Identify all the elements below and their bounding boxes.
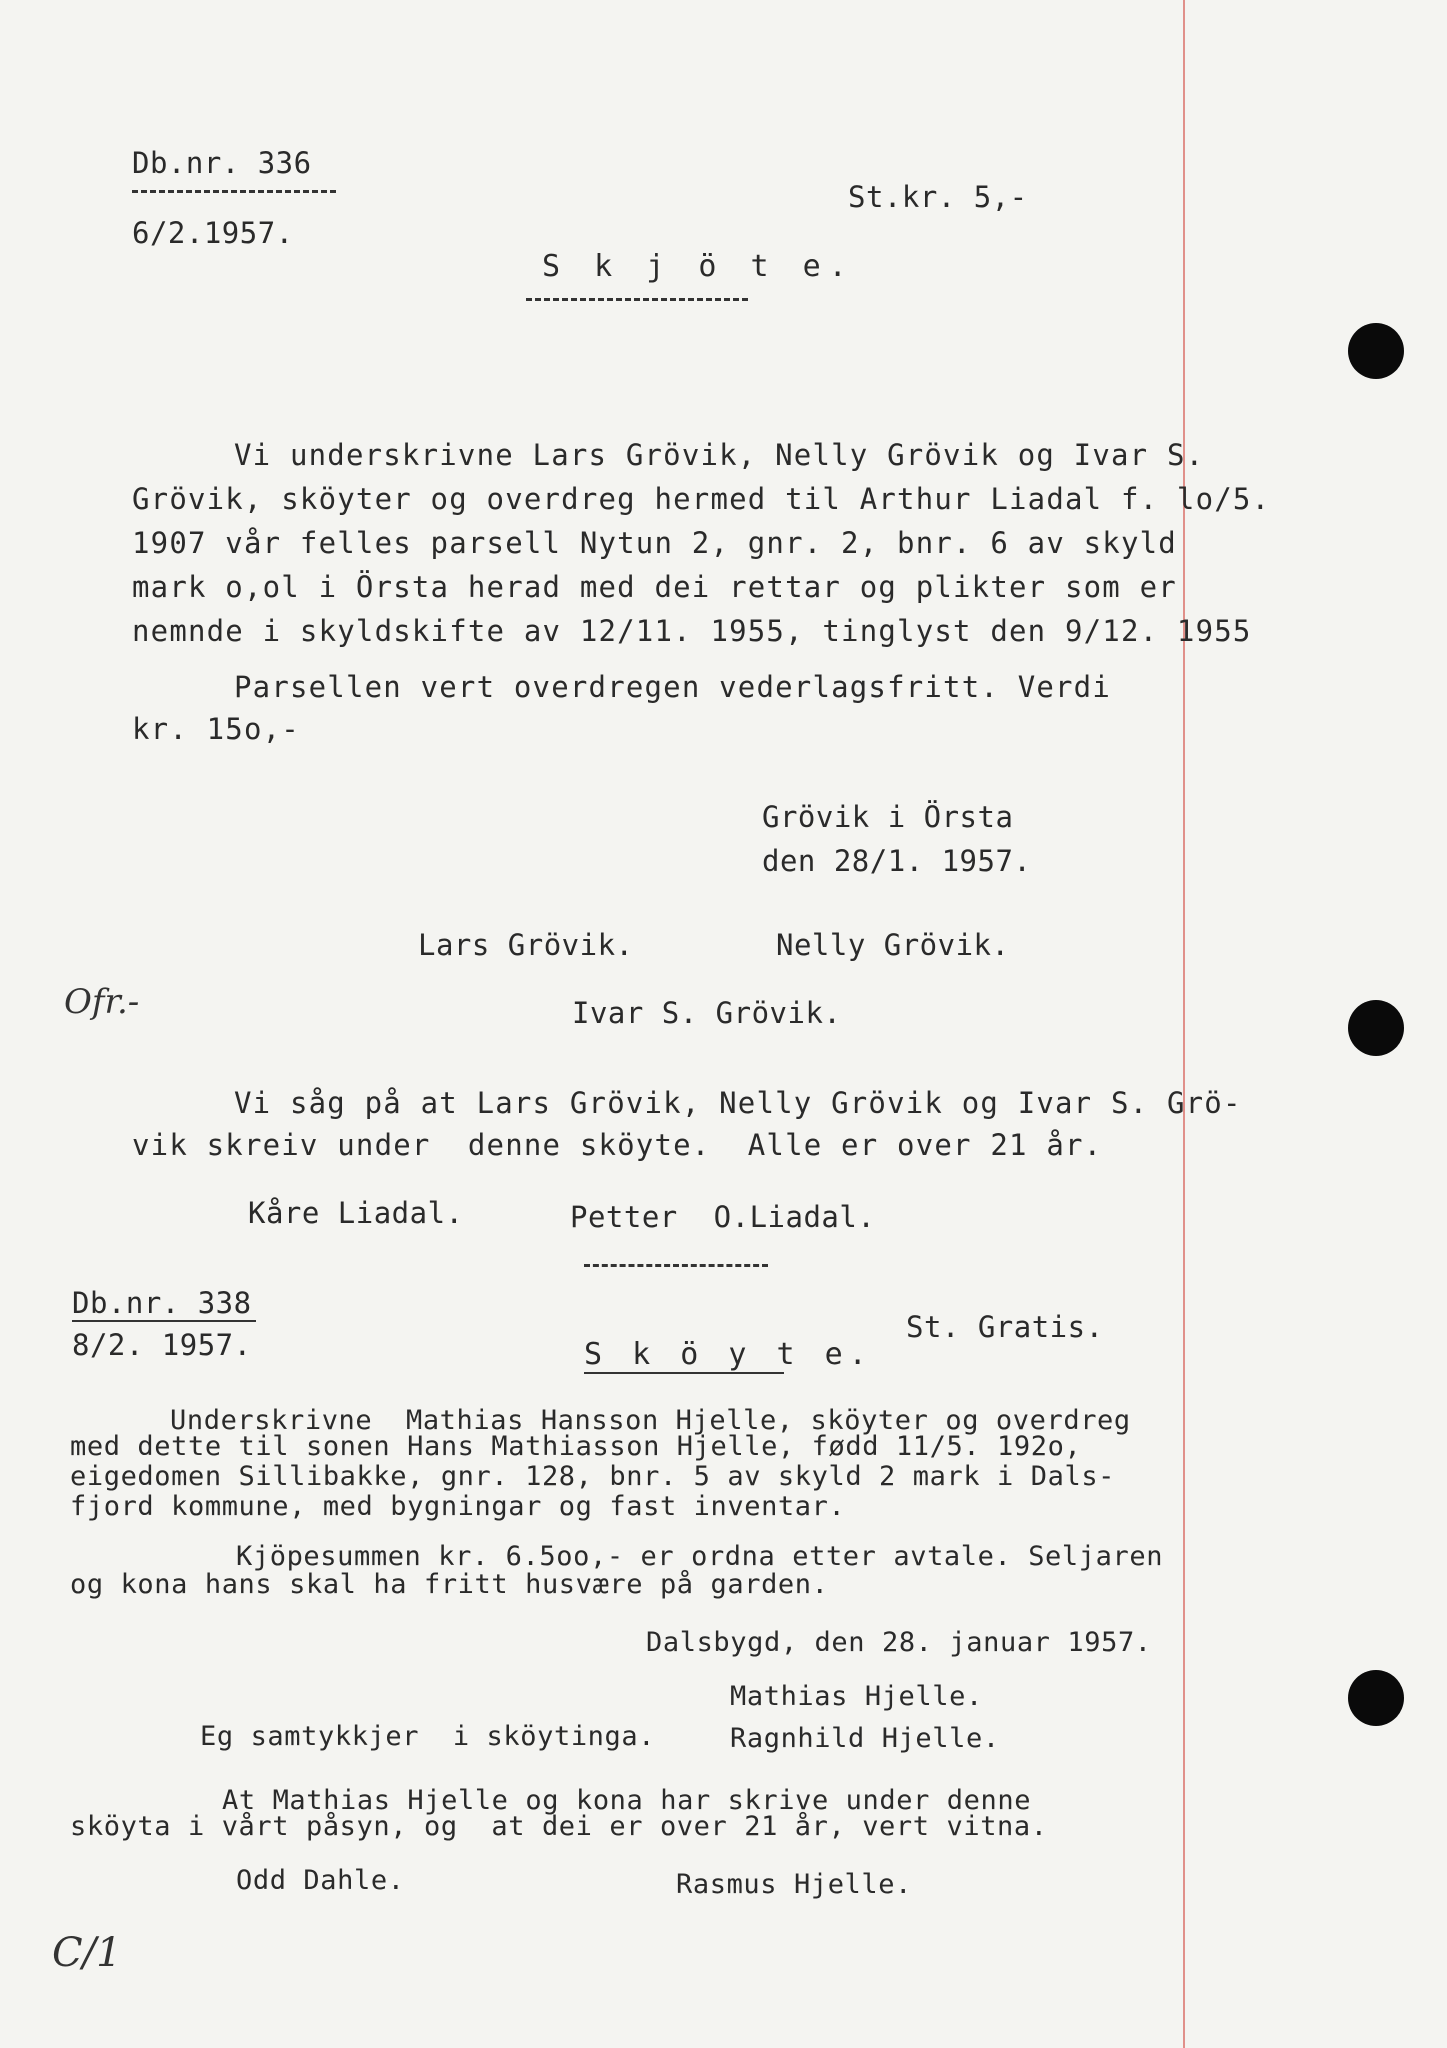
- doc2-signature-1: Mathias Hjelle.: [730, 1681, 983, 1712]
- doc2-place-date: Dalsbygd, den 28. januar 1957.: [646, 1627, 1152, 1658]
- doc2-signature-2: Ragnhild Hjelle.: [730, 1723, 1000, 1754]
- doc2-consent: Eg samtykkjer i sköytinga.: [200, 1721, 656, 1752]
- doc1-body-line: nemnde i skyldskifte av 12/11. 1955, tinglyst den 9/12. 1955: [132, 614, 1252, 648]
- doc1-body-line: Vi underskrivne Lars Grövik, Nelly Grövik og Ivar S.: [234, 438, 1205, 472]
- doc1-signature-2: Nelly Grövik.: [776, 928, 1010, 962]
- doc2-margin-note: C/1: [52, 1930, 122, 1976]
- doc2-witness-line: At Mathias Hjelle og kona har skrive under denne: [222, 1785, 1032, 1816]
- doc2-body2-line: og kona hans skal ha fritt husvære på garden.: [70, 1569, 829, 1600]
- doc1-witness-line: vik skreiv under denne sköyte. Alle er over 21 år.: [132, 1128, 1103, 1162]
- doc2-body-line: fjord kommune, med bygningar og fast inventar.: [70, 1491, 846, 1522]
- doc1-stamp: St.kr. 5,-: [848, 180, 1028, 214]
- doc1-body2-line: Parsellen vert overdregen vederlagsfritt. Verdi: [234, 670, 1111, 704]
- doc1-title-rule: [526, 298, 748, 301]
- doc2-title-rule: [584, 1372, 784, 1374]
- doc2-date: 8/2. 1957.: [72, 1328, 252, 1362]
- doc1-body-line: 1907 vår felles parsell Nytun 2, gnr. 2, bnr. 6 av skyld: [132, 526, 1177, 560]
- doc1-date: 6/2.1957.: [132, 216, 294, 250]
- doc1-signature-3: Ivar S. Grövik.: [572, 996, 842, 1030]
- doc1-witness-2: Petter O.Liadal.: [570, 1200, 876, 1234]
- doc2-stamp: St. Gratis.: [906, 1310, 1104, 1344]
- doc1-witness-1: Kåre Liadal.: [248, 1196, 464, 1230]
- doc1-margin-note: Ofr.-: [64, 982, 140, 1022]
- doc2-body-line: Underskrivne Mathias Hansson Hjelle, sköyter og overdreg: [170, 1405, 1131, 1436]
- doc2-body2-line: Kjöpesummen kr. 6.5oo,- er ordna etter avtale. Seljaren: [236, 1541, 1164, 1572]
- doc1-number: Db.nr. 336: [132, 146, 312, 180]
- doc2-number-rule: [72, 1320, 256, 1322]
- doc2-body-line: eigedomen Sillibakke, gnr. 128, bnr. 5 av skyld 2 mark i Dals-: [70, 1461, 1116, 1492]
- margin-line: [1183, 0, 1185, 2048]
- doc1-body2-line: kr. 15o,-: [132, 712, 300, 746]
- doc2-title: S k ö y t e.: [584, 1337, 873, 1372]
- doc2-witness-line: sköyta i vårt påsyn, og at dei er over 21 år, vert vitna.: [70, 1811, 1048, 1842]
- punch-hole: [1348, 1670, 1404, 1726]
- doc2-body-line: med dette til sonen Hans Mathiasson Hjelle, fødd 11/5. 192o,: [70, 1431, 1082, 1462]
- doc1-number-rule: [132, 190, 336, 193]
- section-divider: [584, 1264, 768, 1267]
- punch-hole: [1348, 1000, 1404, 1056]
- punch-hole: [1348, 323, 1404, 379]
- doc1-witness-line: Vi såg på at Lars Grövik, Nelly Grövik og Ivar S. Grö-: [234, 1086, 1242, 1120]
- doc2-witness-2: Rasmus Hjelle.: [676, 1869, 912, 1900]
- doc1-body-line: mark o,ol i Örsta herad med dei rettar og plikter som er: [132, 570, 1177, 604]
- doc2-number: Db.nr. 338: [72, 1286, 252, 1320]
- doc1-signature-1: Lars Grövik.: [418, 928, 634, 962]
- doc2-witness-1: Odd Dahle.: [236, 1865, 405, 1896]
- doc1-title: S k j ö t e.: [542, 249, 855, 284]
- doc1-place: Grövik i Örsta: [762, 800, 1014, 834]
- doc1-place-date: den 28/1. 1957.: [762, 844, 1032, 878]
- doc1-body-line: Grövik, sköyter og overdreg hermed til Arthur Liadal f. lo/5.: [132, 482, 1271, 516]
